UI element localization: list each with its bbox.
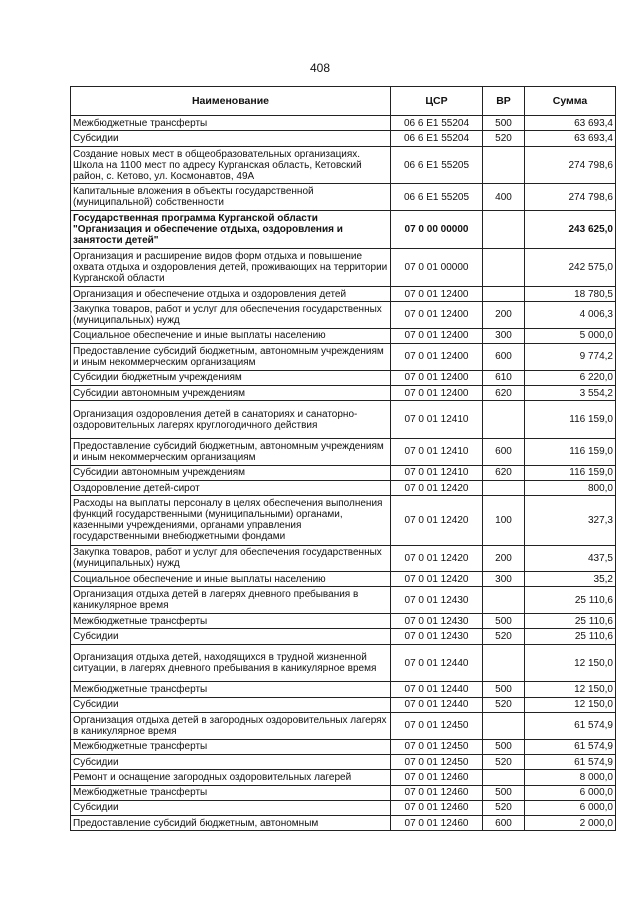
row-sum: 25 110,6	[525, 629, 616, 644]
row-vr: 520	[483, 800, 525, 815]
row-csr: 06 6 Е1 55204	[391, 116, 483, 131]
row-name: Организация и обеспечение отдыха и оздоровления детей	[71, 286, 391, 301]
row-sum: 4 006,3	[525, 302, 616, 329]
row-name: Межбюджетные трансферты	[71, 785, 391, 800]
table-row	[71, 302, 616, 329]
table-row	[71, 713, 616, 740]
header-vr: ВР	[483, 87, 525, 116]
row-sum: 116 159,0	[525, 439, 616, 466]
row-name: Субсидии автономным учреждениям	[71, 465, 391, 480]
row-sum: 2 000,0	[525, 816, 616, 831]
table-body	[71, 116, 616, 831]
table-row	[71, 211, 616, 249]
row-name: Организация оздоровления детей в санаториях и санаторно-оздоровительных лагерях круглогодичного действия	[71, 401, 391, 439]
table-row	[71, 465, 616, 480]
row-name: Субсидии бюджетным учреждениям	[71, 370, 391, 385]
row-name: Межбюджетные трансферты	[71, 682, 391, 697]
row-vr: 520	[483, 754, 525, 769]
row-sum: 61 574,9	[525, 754, 616, 769]
row-sum: 35,2	[525, 572, 616, 587]
row-name: Организация отдыха детей в загородных оздоровительных лагерях в каникулярное время	[71, 713, 391, 740]
table-row	[71, 184, 616, 211]
row-name: Субсидии	[71, 629, 391, 644]
row-name: Организация и расширение видов форм отдыха и повышение охвата отдыха и оздоровления детей, проживающих на территории Курганской области	[71, 248, 391, 286]
row-vr: 620	[483, 465, 525, 480]
row-vr: 500	[483, 613, 525, 628]
row-vr	[483, 286, 525, 301]
row-sum: 12 150,0	[525, 644, 616, 682]
row-vr: 500	[483, 116, 525, 131]
table-row	[71, 545, 616, 572]
row-sum: 6 000,0	[525, 785, 616, 800]
row-name: Социальное обеспечение и иные выплаты населению	[71, 572, 391, 587]
row-vr: 400	[483, 184, 525, 211]
row-vr	[483, 644, 525, 682]
table-row	[71, 131, 616, 146]
row-csr: 07 0 01 12460	[391, 816, 483, 831]
table-header-row	[71, 87, 616, 116]
row-sum: 18 780,5	[525, 286, 616, 301]
row-sum: 437,5	[525, 545, 616, 572]
row-sum: 9 774,2	[525, 344, 616, 371]
row-vr: 200	[483, 302, 525, 329]
row-csr: 07 0 01 12440	[391, 697, 483, 712]
row-name: Создание новых мест в общеобразовательных организациях. Школа на 1100 мест по адресу Курганская область, Кетовский район, с. Кетово, ул. Космонавтов, 49А	[71, 146, 391, 184]
row-vr: 200	[483, 545, 525, 572]
row-sum: 61 574,9	[525, 739, 616, 754]
row-vr	[483, 770, 525, 785]
row-name: Закупка товаров, работ и услуг для обеспечения государственных (муниципальных) нужд	[71, 545, 391, 572]
table-row	[71, 248, 616, 286]
row-sum: 6 220,0	[525, 370, 616, 385]
row-sum: 3 554,2	[525, 385, 616, 400]
row-csr: 07 0 01 12460	[391, 770, 483, 785]
row-sum: 116 159,0	[525, 465, 616, 480]
row-csr: 06 6 Е1 55205	[391, 184, 483, 211]
row-vr: 300	[483, 572, 525, 587]
row-sum: 63 693,4	[525, 131, 616, 146]
row-name: Субсидии	[71, 754, 391, 769]
row-sum: 274 798,6	[525, 146, 616, 184]
row-csr: 07 0 01 12450	[391, 713, 483, 740]
row-name: Субсидии	[71, 800, 391, 815]
table-row	[71, 739, 616, 754]
table-row	[71, 629, 616, 644]
row-sum: 243 625,0	[525, 211, 616, 249]
row-vr: 520	[483, 697, 525, 712]
row-vr: 500	[483, 739, 525, 754]
table-row	[71, 146, 616, 184]
row-vr: 600	[483, 816, 525, 831]
header-csr: ЦСР	[391, 87, 483, 116]
row-name: Межбюджетные трансферты	[71, 739, 391, 754]
table-row	[71, 344, 616, 371]
row-name: Организация отдыха детей, находящихся в трудной жизненной ситуации, в лагерях дневного пребывания в каникулярное время	[71, 644, 391, 682]
row-csr: 07 0 01 12450	[391, 739, 483, 754]
row-name: Государственная программа Курганской области "Организация и обеспечение отдыха, оздоровления и занятости детей"	[71, 211, 391, 249]
row-name: Организация отдыха детей в лагерях дневного пребывания в каникулярное время	[71, 587, 391, 614]
row-csr: 07 0 01 12400	[391, 328, 483, 343]
row-vr: 520	[483, 629, 525, 644]
row-name: Предоставление субсидий бюджетным, автономным	[71, 816, 391, 831]
row-vr	[483, 587, 525, 614]
row-csr: 07 0 01 12400	[391, 385, 483, 400]
row-csr: 07 0 01 12420	[391, 496, 483, 545]
row-sum: 327,3	[525, 496, 616, 545]
row-vr	[483, 211, 525, 249]
row-vr: 610	[483, 370, 525, 385]
row-csr: 07 0 01 12420	[391, 545, 483, 572]
budget-table	[70, 86, 616, 831]
row-sum: 8 000,0	[525, 770, 616, 785]
page-number: 408	[309, 61, 331, 75]
row-csr: 07 0 01 12430	[391, 613, 483, 628]
row-name: Межбюджетные трансферты	[71, 116, 391, 131]
row-vr: 620	[483, 385, 525, 400]
table-row	[71, 800, 616, 815]
row-name: Субсидии автономным учреждениям	[71, 385, 391, 400]
row-csr: 07 0 01 12410	[391, 401, 483, 439]
row-csr: 06 6 Е1 55204	[391, 131, 483, 146]
row-vr	[483, 146, 525, 184]
row-csr: 07 0 01 12400	[391, 344, 483, 371]
row-name: Субсидии	[71, 131, 391, 146]
row-sum: 116 159,0	[525, 401, 616, 439]
row-vr: 520	[483, 131, 525, 146]
row-csr: 07 0 01 12440	[391, 644, 483, 682]
row-vr	[483, 713, 525, 740]
row-name: Ремонт и оснащение загородных оздоровительных лагерей	[71, 770, 391, 785]
table-row	[71, 496, 616, 545]
row-sum: 61 574,9	[525, 713, 616, 740]
table-row	[71, 697, 616, 712]
row-name: Расходы на выплаты персоналу в целях обеспечения выполнения функций государственными (муниципальными) органами, казенными учреждениями, органами управления государственными внебюджетными фондами	[71, 496, 391, 545]
table-row	[71, 286, 616, 301]
row-sum: 12 150,0	[525, 697, 616, 712]
row-csr: 07 0 01 12410	[391, 465, 483, 480]
table-row	[71, 439, 616, 466]
row-sum: 25 110,6	[525, 613, 616, 628]
row-sum: 274 798,6	[525, 184, 616, 211]
table-row	[71, 816, 616, 831]
table-row	[71, 644, 616, 682]
table-row	[71, 682, 616, 697]
row-sum: 5 000,0	[525, 328, 616, 343]
row-csr: 07 0 01 12420	[391, 572, 483, 587]
row-vr: 500	[483, 682, 525, 697]
row-sum: 242 575,0	[525, 248, 616, 286]
row-vr	[483, 401, 525, 439]
table-row	[71, 116, 616, 131]
row-vr	[483, 248, 525, 286]
table-row	[71, 572, 616, 587]
row-csr: 07 0 00 00000	[391, 211, 483, 249]
row-vr: 300	[483, 328, 525, 343]
row-name: Предоставление субсидий бюджетным, автономным учреждениям и иным некоммерческим организациям	[71, 439, 391, 466]
row-name: Капитальные вложения в объекты государственной (муниципальной) собственности	[71, 184, 391, 211]
row-csr: 07 0 01 12410	[391, 439, 483, 466]
row-vr: 600	[483, 439, 525, 466]
table-row	[71, 401, 616, 439]
header-name: Наименование	[71, 87, 391, 116]
table-row	[71, 370, 616, 385]
row-csr: 07 0 01 12400	[391, 286, 483, 301]
row-csr: 07 0 01 12430	[391, 629, 483, 644]
row-sum: 12 150,0	[525, 682, 616, 697]
row-csr: 07 0 01 12460	[391, 800, 483, 815]
table-row	[71, 613, 616, 628]
row-sum: 6 000,0	[525, 800, 616, 815]
row-sum: 63 693,4	[525, 116, 616, 131]
row-vr: 600	[483, 344, 525, 371]
header-sum: Сумма	[525, 87, 616, 116]
row-vr: 100	[483, 496, 525, 545]
row-sum: 800,0	[525, 481, 616, 496]
row-name: Оздоровление детей-сирот	[71, 481, 391, 496]
row-name: Закупка товаров, работ и услуг для обеспечения государственных (муниципальных) нужд	[71, 302, 391, 329]
row-csr: 06 6 Е1 55205	[391, 146, 483, 184]
row-csr: 07 0 01 12400	[391, 302, 483, 329]
table-row	[71, 481, 616, 496]
row-name: Предоставление субсидий бюджетным, автономным учреждениям и иным некоммерческим организациям	[71, 344, 391, 371]
row-csr: 07 0 01 12430	[391, 587, 483, 614]
row-csr: 07 0 01 12460	[391, 785, 483, 800]
row-csr: 07 0 01 12400	[391, 370, 483, 385]
table-row	[71, 328, 616, 343]
row-name: Социальное обеспечение и иные выплаты населению	[71, 328, 391, 343]
table-row	[71, 385, 616, 400]
table-row	[71, 770, 616, 785]
row-csr: 07 0 01 00000	[391, 248, 483, 286]
row-name: Субсидии	[71, 697, 391, 712]
row-vr: 500	[483, 785, 525, 800]
table-row	[71, 754, 616, 769]
row-csr: 07 0 01 12420	[391, 481, 483, 496]
row-name: Межбюджетные трансферты	[71, 613, 391, 628]
row-csr: 07 0 01 12440	[391, 682, 483, 697]
table-row	[71, 587, 616, 614]
row-sum: 25 110,6	[525, 587, 616, 614]
table-row	[71, 785, 616, 800]
row-csr: 07 0 01 12450	[391, 754, 483, 769]
row-vr	[483, 481, 525, 496]
